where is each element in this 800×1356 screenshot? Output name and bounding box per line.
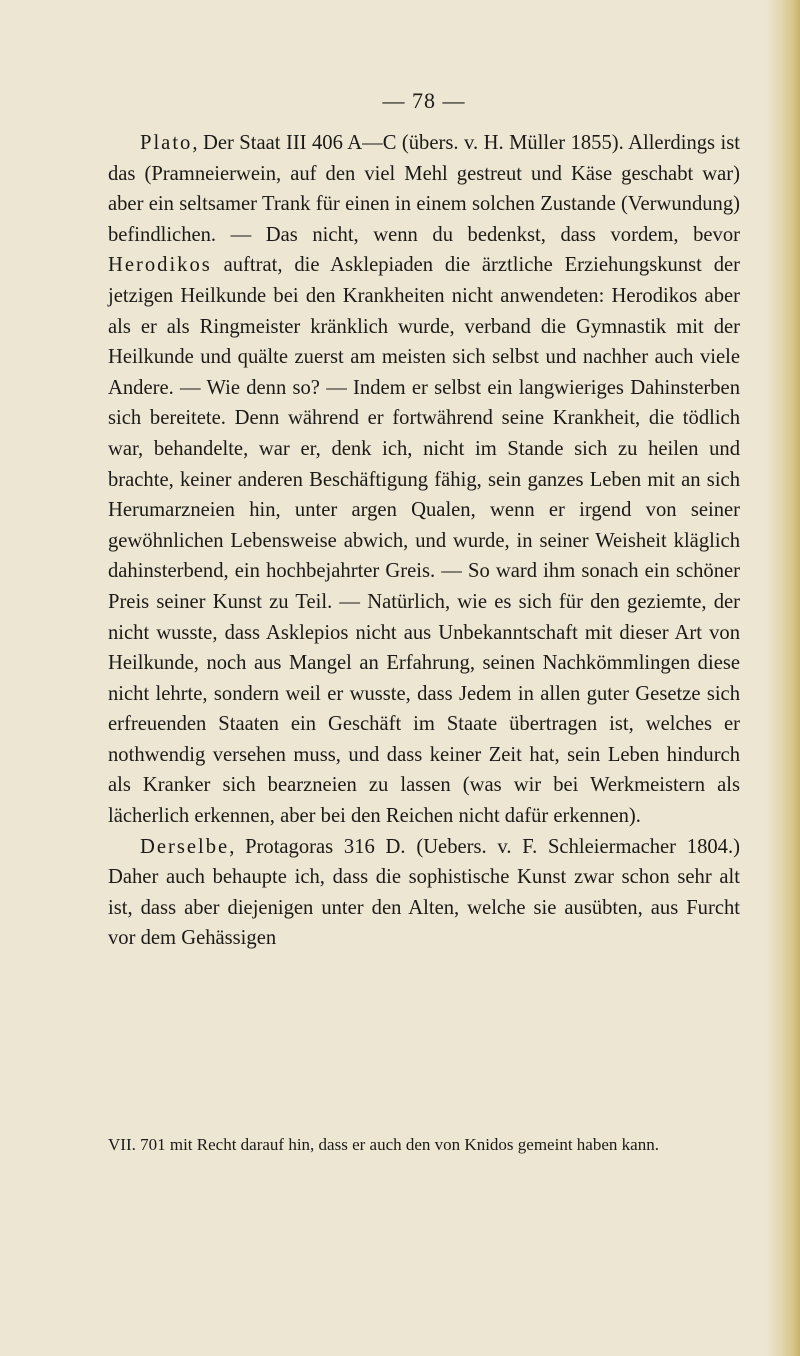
author-name-plato: Plato	[140, 132, 193, 154]
paragraph-text: , Der Staat III 406 A—C (übers. v. H. Müller 1855). Allerdings ist das (Pramneierwein, auf den viel Mehl gestreut und Käse geschabt war) aber ein seltsamer Trank für einen in einem solchen Zustande (Verwundung) befindlichen. — Das nicht, wenn du bedenkst, dass vordem, bevor	[108, 132, 740, 246]
paragraph-derselbe	[108, 832, 740, 954]
paragraph-text: auftrat, die Asklepiaden die ärztliche Erziehungskunst der jetzigen Heilkunde bei den Krankheiten nicht anwendeten: Herodikos aber als er als Ringmeister kränklich wurde, verband die Gymnastik mit der Heilkunde und quälte zuerst am meisten sich selbst und nachher auch viele Andere. — Wie denn so? — Indem er selbst ein langwieriges Dahinsterben sich bereitete. Denn während er fortwährend seine Krankheit, die tödlich war, behandelte, war er, denk ich, nicht im Stande sich zu heilen und brachte, keiner anderen Beschäftigung fähig, sein ganzes Leben mit an sich Herumarzneien hin, unter argen Qualen, wenn er irgend von seiner gewöhnlichen Lebensweise abwich, und wurde, in seiner Weisheit kläglich dahinsterbend, ein hochbejahrter Greis. — So ward ihm sonach ein schöner Preis seiner Kunst zu Teil. — Natürlich, wie es sich für den geziemte, der nicht wusste, dass Asklepios nicht aus Unbekanntschaft mit dieser Art von Heilkunde, noch aus Mangel an Erfahrung, seinen Nachkömmlingen diese nicht lehrte, sondern weil er wusste, dass Jedem in allen guter Gesetze sich erfreuenden Staaten ein Geschäft im Staate übertragen ist, welches er nothwendig versehen muss, und dass keiner Zeit hat, sein Leben hindurch als Kranker sich bearzneien zu lassen (was wir bei Werkmeistern als lächerlich erkennen, aber bei den Reichen nicht dafür erkennen).	[108, 254, 740, 828]
paragraph-plato	[108, 128, 740, 832]
page-edge	[766, 0, 800, 1356]
page-number: — 78 —	[382, 88, 466, 113]
name-herodikos: Herodikos	[108, 254, 212, 277]
paragraph-text: , Protagoras 316 D. (Uebers. v. F. Schleiermacher 1804.) Daher auch behaupte ich, dass die sophistische Kunst zwar schon sehr alt ist, dass aber diejenigen unter den Alten, welche sie ausübten, aus Furcht vor dem Gehässigen	[108, 835, 740, 950]
body-text	[108, 128, 740, 954]
author-name-derselbe: Derselbe	[140, 835, 230, 858]
footnote: VII. 701 mit Recht darauf hin, dass er auch den von Knidos gemeint haben kann.	[108, 1135, 659, 1154]
